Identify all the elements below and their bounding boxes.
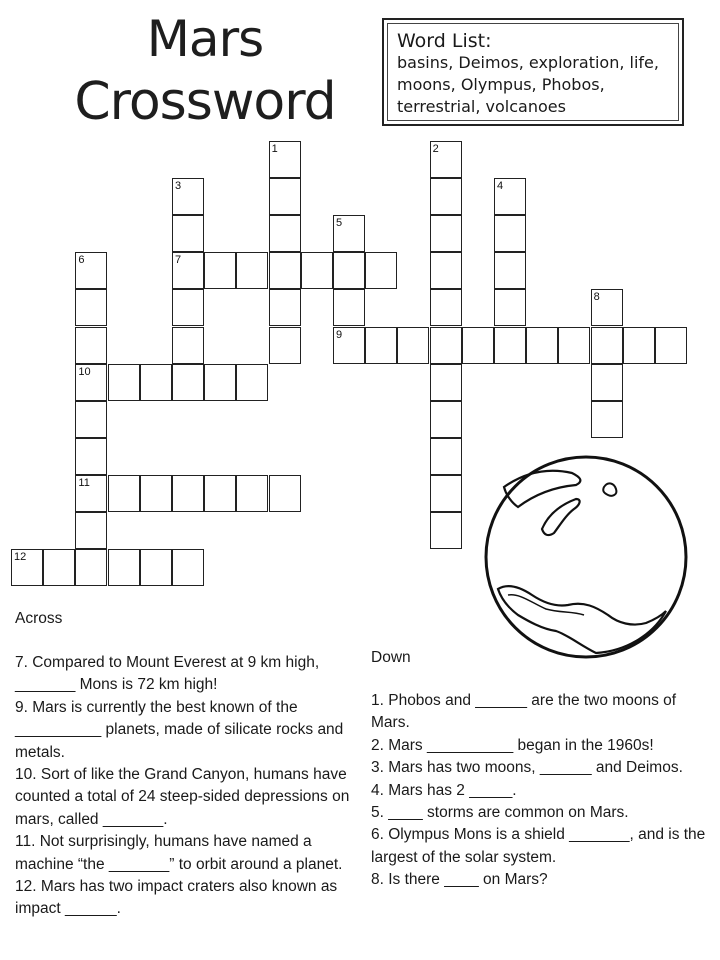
crossword-cell[interactable] [269,178,301,215]
crossword-cell[interactable] [204,475,236,512]
crossword-cell[interactable] [75,512,107,549]
crossword-cell[interactable] [172,289,204,326]
clue-number: 12 [14,551,27,564]
crossword-cell[interactable] [75,401,107,438]
clue-number: 4 [497,180,504,193]
crossword-cell[interactable] [494,252,526,289]
crossword-cell[interactable] [494,327,526,364]
crossword-cell[interactable] [269,215,301,252]
crossword-cell[interactable] [430,252,462,289]
crossword-cell[interactable] [108,549,140,586]
crossword-cell[interactable] [172,549,204,586]
crossword-cell[interactable] [591,364,623,401]
crossword-cell[interactable] [140,364,172,401]
crossword-cell[interactable] [333,289,365,326]
crossword-cell[interactable] [172,475,204,512]
title-line-2: Crossword [74,72,336,132]
clue-number: 7 [175,254,182,267]
down-clue-8: 8. Is there ____ on Mars? [371,871,548,889]
down-clue-4: 4. Mars has 2 _____. [371,781,517,799]
word-list-inner [387,23,679,121]
crossword-cell[interactable] [494,215,526,252]
crossword-cell[interactable] [269,475,301,512]
down-heading: Down [371,649,411,666]
clue-number: 8 [593,291,600,304]
clue-number: 6 [78,254,85,267]
crossword-cell[interactable] [140,475,172,512]
crossword-cell[interactable] [430,215,462,252]
down-clue-1: 1. Phobos and ______ are the two moons of Mars. [371,692,677,732]
across-heading: Across [15,610,63,627]
crossword-cell[interactable] [430,512,462,549]
crossword-cell[interactable] [172,364,204,401]
crossword-cell[interactable] [591,327,623,364]
crossword-cell[interactable] [333,252,365,289]
across-clue-list [15,652,360,921]
crossword-cell[interactable] [430,364,462,401]
crossword-cell[interactable] [623,327,655,364]
crossword-cell[interactable] [75,438,107,475]
across-clue-12: 12. Mars has two impact craters also known as impact ______. [15,878,338,918]
crossword-cell[interactable] [236,475,268,512]
crossword-cell[interactable] [236,252,268,289]
crossword-cell[interactable] [430,178,462,215]
crossword-cell[interactable] [43,549,75,586]
crossword-cell[interactable] [430,438,462,475]
crossword-cell[interactable] [269,289,301,326]
across-clue-7: 7. Compared to Mount Everest at 9 km high, _______ Mons is 72 km high! [15,654,320,694]
crossword-cell[interactable] [301,252,333,289]
down-clue-2: 2. Mars __________ began in the 1960s! [371,736,654,754]
down-clue-3: 3. Mars has two moons, ______ and Deimos. [371,759,683,777]
clue-number: 2 [432,143,439,155]
clue-number: 9 [336,328,343,341]
crossword-cell[interactable] [365,327,397,364]
crossword-cell[interactable] [108,364,140,401]
crossword-cell[interactable] [269,252,301,289]
down-clue-6: 6. Olympus Mons is a shield _______, and is the largest of the solar system. [371,826,706,866]
crossword-cell[interactable] [75,289,107,326]
clue-number: 10 [78,365,91,378]
title-line-1: Mars [146,10,264,68]
across-clue-10: 10. Sort of like the Grand Canyon, humans have counted a total of 24 steep-sided depressions on mars, called _______. [15,766,350,828]
crossword-cell[interactable] [269,327,301,364]
crossword-cell[interactable] [430,289,462,326]
crossword-cell[interactable] [204,364,236,401]
crossword-cell[interactable] [494,289,526,326]
crossword-cell[interactable] [462,327,494,364]
crossword-cell[interactable] [430,327,462,364]
clue-number: 11 [78,476,90,489]
clue-number: 5 [336,217,343,230]
clue-number: 3 [175,180,182,193]
crossword-cell[interactable] [204,252,236,289]
crossword-cell[interactable] [172,215,204,252]
word-list-box [382,18,684,126]
crossword-cell[interactable] [397,327,429,364]
crossword-cell[interactable] [365,252,397,289]
crossword-cell[interactable] [75,327,107,364]
crossword-cell[interactable] [236,364,268,401]
across-clue-9: 9. Mars is currently the best known of the __________ planets, made of silicate rocks and metals. [15,698,344,761]
word-list-heading: Word List: [397,30,492,52]
clue-number: 1 [271,143,278,155]
crossword-cell[interactable] [140,549,172,586]
crossword-cell[interactable] [526,327,558,364]
crossword-cell[interactable] [172,327,204,364]
down-clue-list [371,690,716,892]
crossword-cell[interactable] [430,401,462,438]
crossword-cell[interactable] [108,475,140,512]
crossword-cell[interactable] [591,401,623,438]
crossword-cell[interactable] [655,327,687,364]
down-clue-5: 5. ____ storms are common on Mars. [371,804,629,822]
crossword-cell[interactable] [75,549,107,586]
crossword-cell[interactable] [558,327,590,364]
word-list-words: basins, Deimos, exploration, life, moons, Olympus, Phobos, terrestrial, volcanoes [397,53,659,116]
globe-outline [486,457,686,657]
crossword-cell[interactable] [430,475,462,512]
across-clue-11: 11. Not surprisingly, humans have named a machine “the _______” to orbit around a planet. [15,833,343,873]
mars-globe-illustration [484,455,688,659]
